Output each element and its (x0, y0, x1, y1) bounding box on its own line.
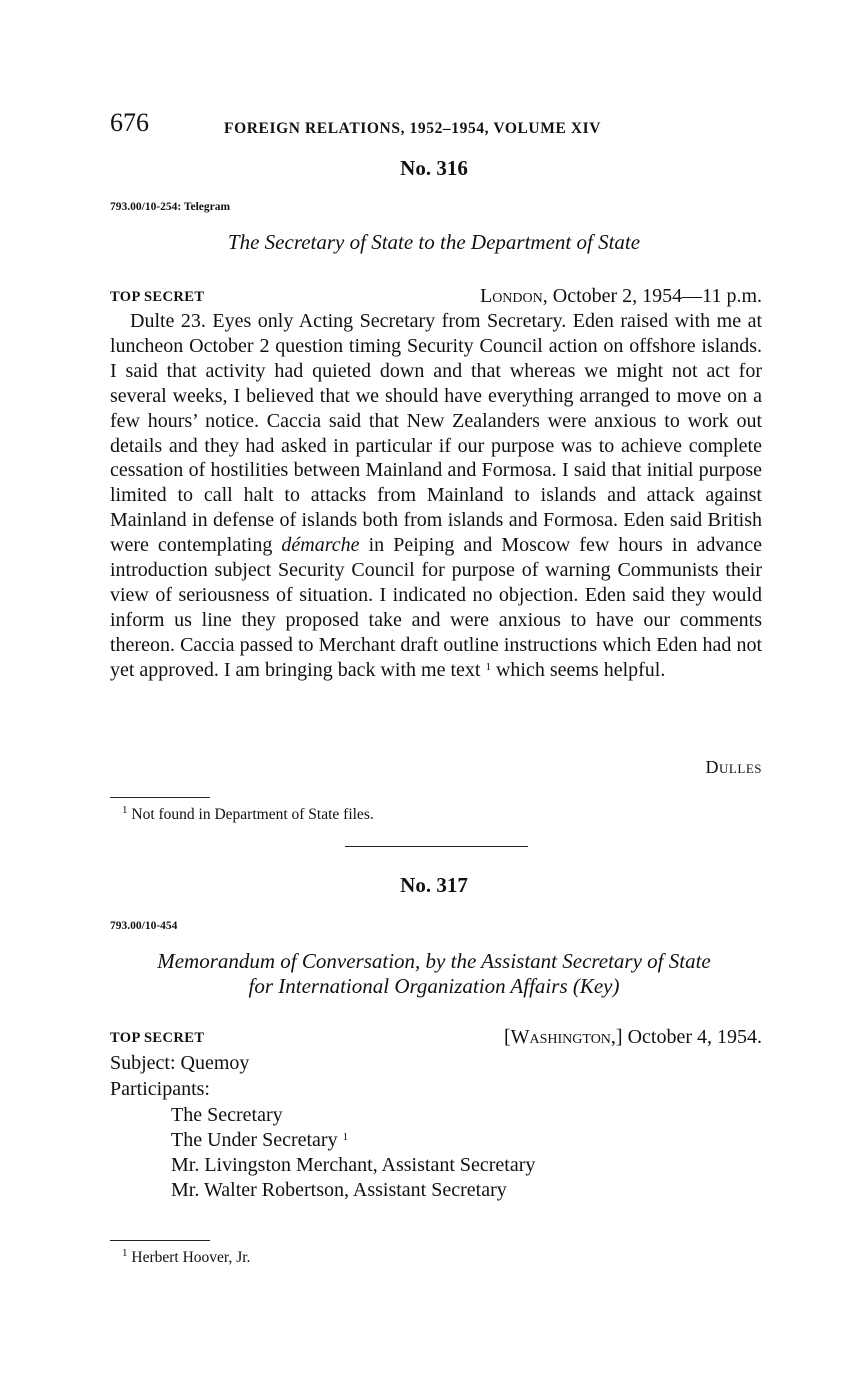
telegram-body (110, 309, 762, 683)
section-divider (345, 846, 528, 847)
participant: Mr. Livingston Merchant, Assistant Secretary (171, 1154, 536, 1176)
participant: The Secretary (171, 1104, 283, 1126)
title-line: for International Organization Affairs (Key) (248, 974, 620, 998)
header-row-317 (110, 1021, 762, 1049)
dateline-316 (480, 285, 762, 308)
document-number-316: No. 316 (400, 156, 468, 180)
footnote-text: Herbert Hoover, Jr. (127, 1249, 251, 1266)
footnote-marker: 1 (122, 1247, 128, 1259)
running-head: FOREIGN RELATIONS, 1952–1954, VOLUME XIV (224, 120, 602, 137)
footnote-317 (122, 1249, 250, 1267)
document-title-317 (0, 949, 868, 999)
subject-line: Subject: Quemoy (110, 1052, 250, 1074)
dateline-317 (504, 1026, 762, 1049)
participant: Mr. Walter Robertson, Assistant Secretary (171, 1179, 507, 1201)
document-title-316: The Secretary of State to the Department of State (227, 230, 641, 254)
footnote-rule (110, 797, 210, 798)
participants-label: Participants: (110, 1078, 210, 1100)
classification-label: TOP SECRET (110, 1030, 205, 1046)
footnote-text: Not found in Department of State files. (127, 806, 374, 823)
dateline-place: Washington (510, 1026, 611, 1048)
dateline-date: , October 2, 1954—11 p.m. (542, 285, 762, 307)
footnote-reference: 1 (342, 1131, 349, 1143)
file-reference-316: 793.00/10-254: Telegram (110, 201, 231, 213)
classification-label: TOP SECRET (110, 289, 205, 305)
header-row-316 (110, 280, 762, 308)
page-number: 676 (110, 108, 149, 137)
footnote-316 (122, 806, 374, 824)
body-text-part: Dulte 23. Eyes only Acting Secretary from Secretary. Eden raised with me at luncheon October 2 question timing Security Council action on offshore islands. I said that activity had quieted down and that whereas we might not act for several weeks, I believed that we should have everything arranged to move on a few hours’ notice. Caccia said that New Zealanders were anxious to work out details and they had asked in particular if our purpose was to achieve complete cessation of hostilities between Mainland and Formosa. I said that initial purpose limited to call halt to attacks from Mainland to islands and attack against Mainland in defense of islands both from islands and Formosa. Eden said British were contemplating (110, 310, 762, 557)
body-text-part: which seems helpful. (490, 658, 666, 681)
footnote-rule (110, 1240, 210, 1241)
participant-name: The Under Secretary (171, 1129, 338, 1151)
participant (171, 1128, 535, 1153)
footnote-marker: 1 (122, 804, 128, 816)
signature: Dulles (705, 757, 762, 777)
footnote-reference: 1 (485, 660, 491, 673)
participants-list (171, 1103, 535, 1203)
dateline-date: ,] October 4, 1954. (610, 1026, 762, 1048)
file-reference-317: 793.00/10-454 (110, 920, 178, 932)
page-header (110, 108, 762, 144)
body-text-part: in Peiping and Moscow few hours in advance introduction subject Security Council for purpose of warning Communists their view of seriousness of situation. I indicated no objection. Eden said they would inform us line they proposed take and were anxious to have our comments thereon. Caccia passed to Merchant draft outline instructions which Eden had not yet approved. I am bringing back with me text (110, 534, 762, 681)
document-number-317: No. 317 (400, 873, 468, 897)
dateline-place: London (479, 285, 543, 307)
bracket: [ (503, 1026, 511, 1048)
title-line: Memorandum of Conversation, by the Assistant Secretary of State (157, 949, 711, 973)
body-italic-term: démarche (281, 534, 360, 557)
